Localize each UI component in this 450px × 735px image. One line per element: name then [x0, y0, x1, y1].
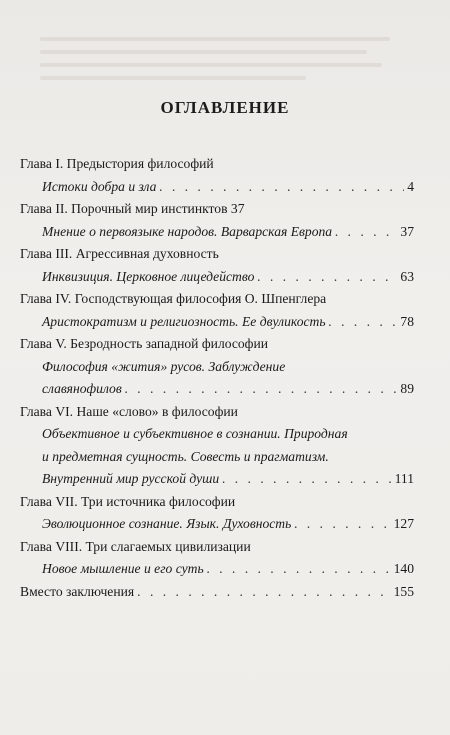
- dot-leader: [207, 558, 391, 581]
- dot-leader: [257, 266, 397, 289]
- dot-leader: [125, 378, 398, 401]
- page-number: 140: [393, 561, 414, 576]
- toc-chapter-title[interactable]: Глава III. Агрессивная духовность: [20, 246, 219, 261]
- toc-chapter-title[interactable]: Глава VII. Три источника философии: [20, 493, 236, 509]
- toc-subentry[interactable]: [42, 266, 414, 289]
- dot-leader: [137, 581, 390, 604]
- toc-chapter-title[interactable]: Глава II. Порочный мир инстинктов 37: [20, 201, 245, 216]
- toc-subentry[interactable]: [42, 311, 414, 334]
- page-number: 111: [394, 471, 414, 486]
- dot-leader: [329, 311, 398, 334]
- page-number: 4: [407, 178, 414, 194]
- toc-chapter-title[interactable]: Глава VIII. Три слагаемых цивилизации: [20, 538, 251, 554]
- toc-subentry-line: и предметная сущность. Совесть и прагматизм.: [42, 448, 329, 464]
- toc-heading: ОГЛАВЛЕНИЕ: [160, 98, 290, 117]
- page-number: 37: [400, 223, 414, 239]
- toc-conclusion[interactable]: [20, 581, 414, 604]
- toc-subentry[interactable]: [42, 513, 414, 536]
- toc-subentry[interactable]: [42, 378, 414, 401]
- dot-leader: [222, 468, 391, 491]
- toc-subentry[interactable]: [42, 176, 414, 199]
- dot-leader: [159, 176, 404, 199]
- toc-subentry-title: Аристократизм и религиозность. Ее двуликость: [42, 313, 326, 329]
- toc-chapter-title[interactable]: Глава V. Безродность западной философии: [20, 336, 269, 351]
- toc-subentry-title: славянофилов: [42, 381, 122, 396]
- toc-subentry[interactable]: [42, 468, 414, 491]
- toc-subentry-title: Мнение о первоязыке народов. Варварская Европа: [42, 223, 333, 239]
- page-number: 78: [400, 313, 414, 329]
- toc-conclusion-title: Вместо заключения: [20, 583, 135, 599]
- dot-leader: [294, 513, 390, 536]
- bleed-through-text: [40, 28, 420, 89]
- page-number: 127: [393, 516, 414, 531]
- toc-subentry-title: Новое мышление и его суть: [42, 561, 204, 576]
- toc-subentry-line: Философия «жития» русов. Заблуждение: [42, 358, 286, 374]
- toc-subentry-title: Инквизиция. Церковное лицедейство: [42, 268, 255, 284]
- toc-subentry[interactable]: [42, 221, 414, 244]
- toc-subentry-line: Объективное и субъективное в сознании. Природная: [42, 426, 348, 441]
- page-number: 155: [393, 583, 414, 599]
- page-number: 89: [400, 381, 414, 396]
- toc-chapter-title[interactable]: Глава IV. Господствующая философия О. Шпенглера: [20, 291, 327, 306]
- toc-subentry-title: Эволюционное сознание. Язык. Духовность: [42, 516, 292, 531]
- toc-chapter-title[interactable]: Глава I. Предыстория философий: [20, 156, 214, 171]
- dot-leader: [335, 221, 397, 244]
- table-of-contents: [20, 153, 414, 603]
- toc-subentry-title: Истоки добра и зла: [42, 178, 157, 194]
- toc-subentry[interactable]: [42, 558, 414, 581]
- toc-chapter-title[interactable]: Глава VI. Наше «слово» в философии: [20, 403, 238, 419]
- toc-subentry-title: Внутренний мир русской души: [42, 471, 220, 486]
- page-number: 63: [400, 268, 414, 284]
